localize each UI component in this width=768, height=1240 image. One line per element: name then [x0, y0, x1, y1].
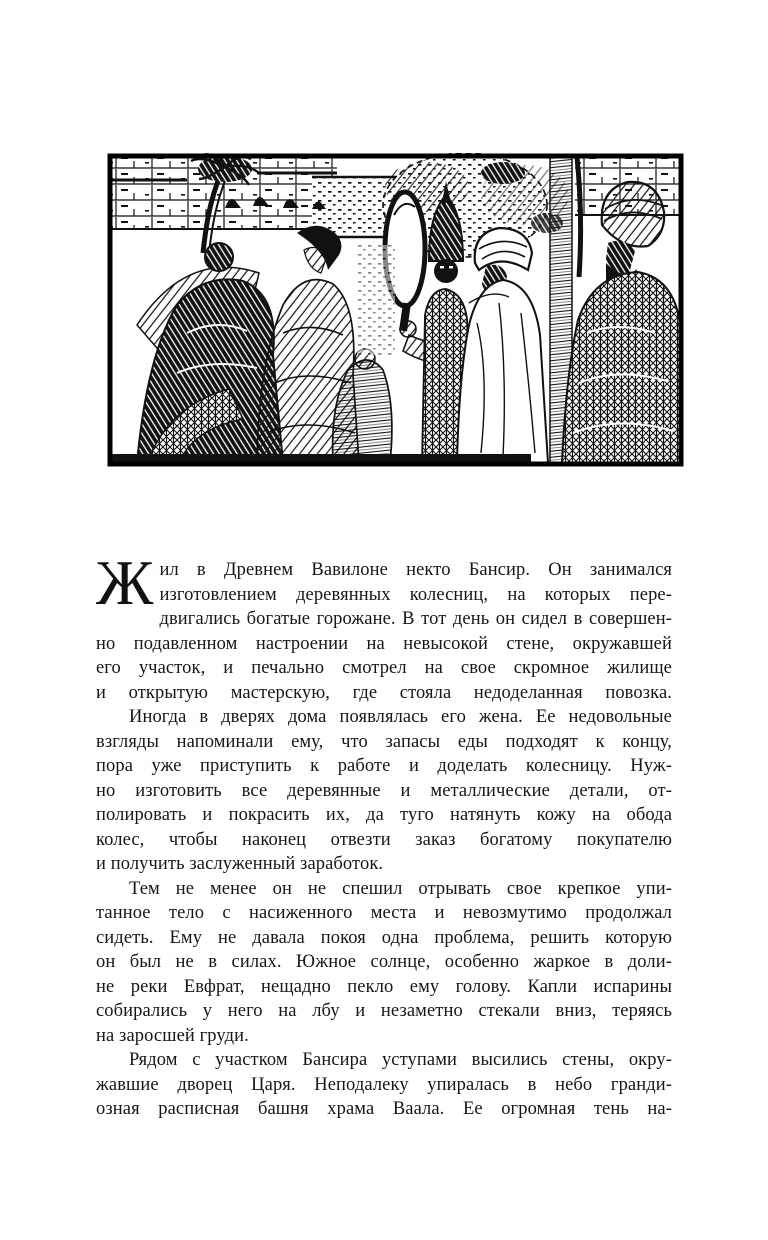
text-line: он был не в силах. Южное солнце, особенно жаркое в доли-: [96, 952, 672, 972]
body-text: [96, 547, 672, 1122]
text-line: не реки Евфрат, нещадно пекло ему голову. Капли испарины: [96, 976, 672, 997]
woodcut-engraving-svg: [107, 153, 684, 467]
text-line: двигались богатые горожане. В тот день он сидел в совершен-: [159, 609, 672, 629]
text-line: собирались у него на лбу и незаметно стекали вниз, теряясь: [96, 1001, 672, 1021]
babylon-woodcut-illustration: [107, 153, 684, 467]
text-line: взгляды напоминали ему, что запасы еды подходят к концу,: [96, 731, 672, 752]
text-line: Иногда в дверях дома появлялась его жена. Ее недовольные: [129, 707, 672, 727]
text-line: сидеть. Ему не давала покоя одна проблема, решить которую: [96, 927, 672, 948]
text-line: его участок, и печально смотрел на свое скромное жилище: [96, 658, 672, 678]
paragraph-1: [96, 547, 672, 705]
text-line: но изготовить все деревянные и металлические детали, от-: [96, 780, 672, 801]
text-line: изготовлением деревянных колесниц, на которых пере-: [159, 584, 672, 605]
text-line: полировать и покрасить их, да туго натянуть кожу на обода: [96, 805, 672, 825]
text-line: танное тело с насиженного места и невозмутимо продолжал: [96, 903, 672, 923]
text-line: озная расписная башня храма Ваала. Ее огромная тень на-: [96, 1099, 672, 1119]
text-line: и получить заслуженный заработок.: [96, 854, 384, 874]
text-line: на заросшей груди.: [96, 1025, 249, 1046]
text-line: колес, чтобы наконец отвезти заказ богатому покупателю: [96, 829, 672, 850]
text-line: и открытую мастерскую, где стояла недоделанная повозка.: [96, 682, 672, 703]
text-line: жавшие дворец Царя. Неподалеку упиралась в небо гранди-: [96, 1074, 672, 1095]
text-line: Тем не менее он не спешил отрывать свое крепкое упи-: [129, 878, 672, 899]
paragraph-3: [96, 877, 672, 1049]
drop-cap: Ж: [96, 547, 154, 618]
paragraph-2: [96, 705, 672, 877]
paragraph-4: [96, 1048, 672, 1122]
text-line: ил в Древнем Вавилоне некто Бансир. Он занимался: [159, 560, 672, 580]
text-line: Рядом с участком Бансира уступами высились стены, окру-: [129, 1050, 672, 1070]
text-line: но подавленном настроении на невысокой стене, окружавшей: [96, 633, 672, 654]
text-line: пора уже приступить к работе и доделать колесницу. Нуж-: [96, 756, 672, 776]
